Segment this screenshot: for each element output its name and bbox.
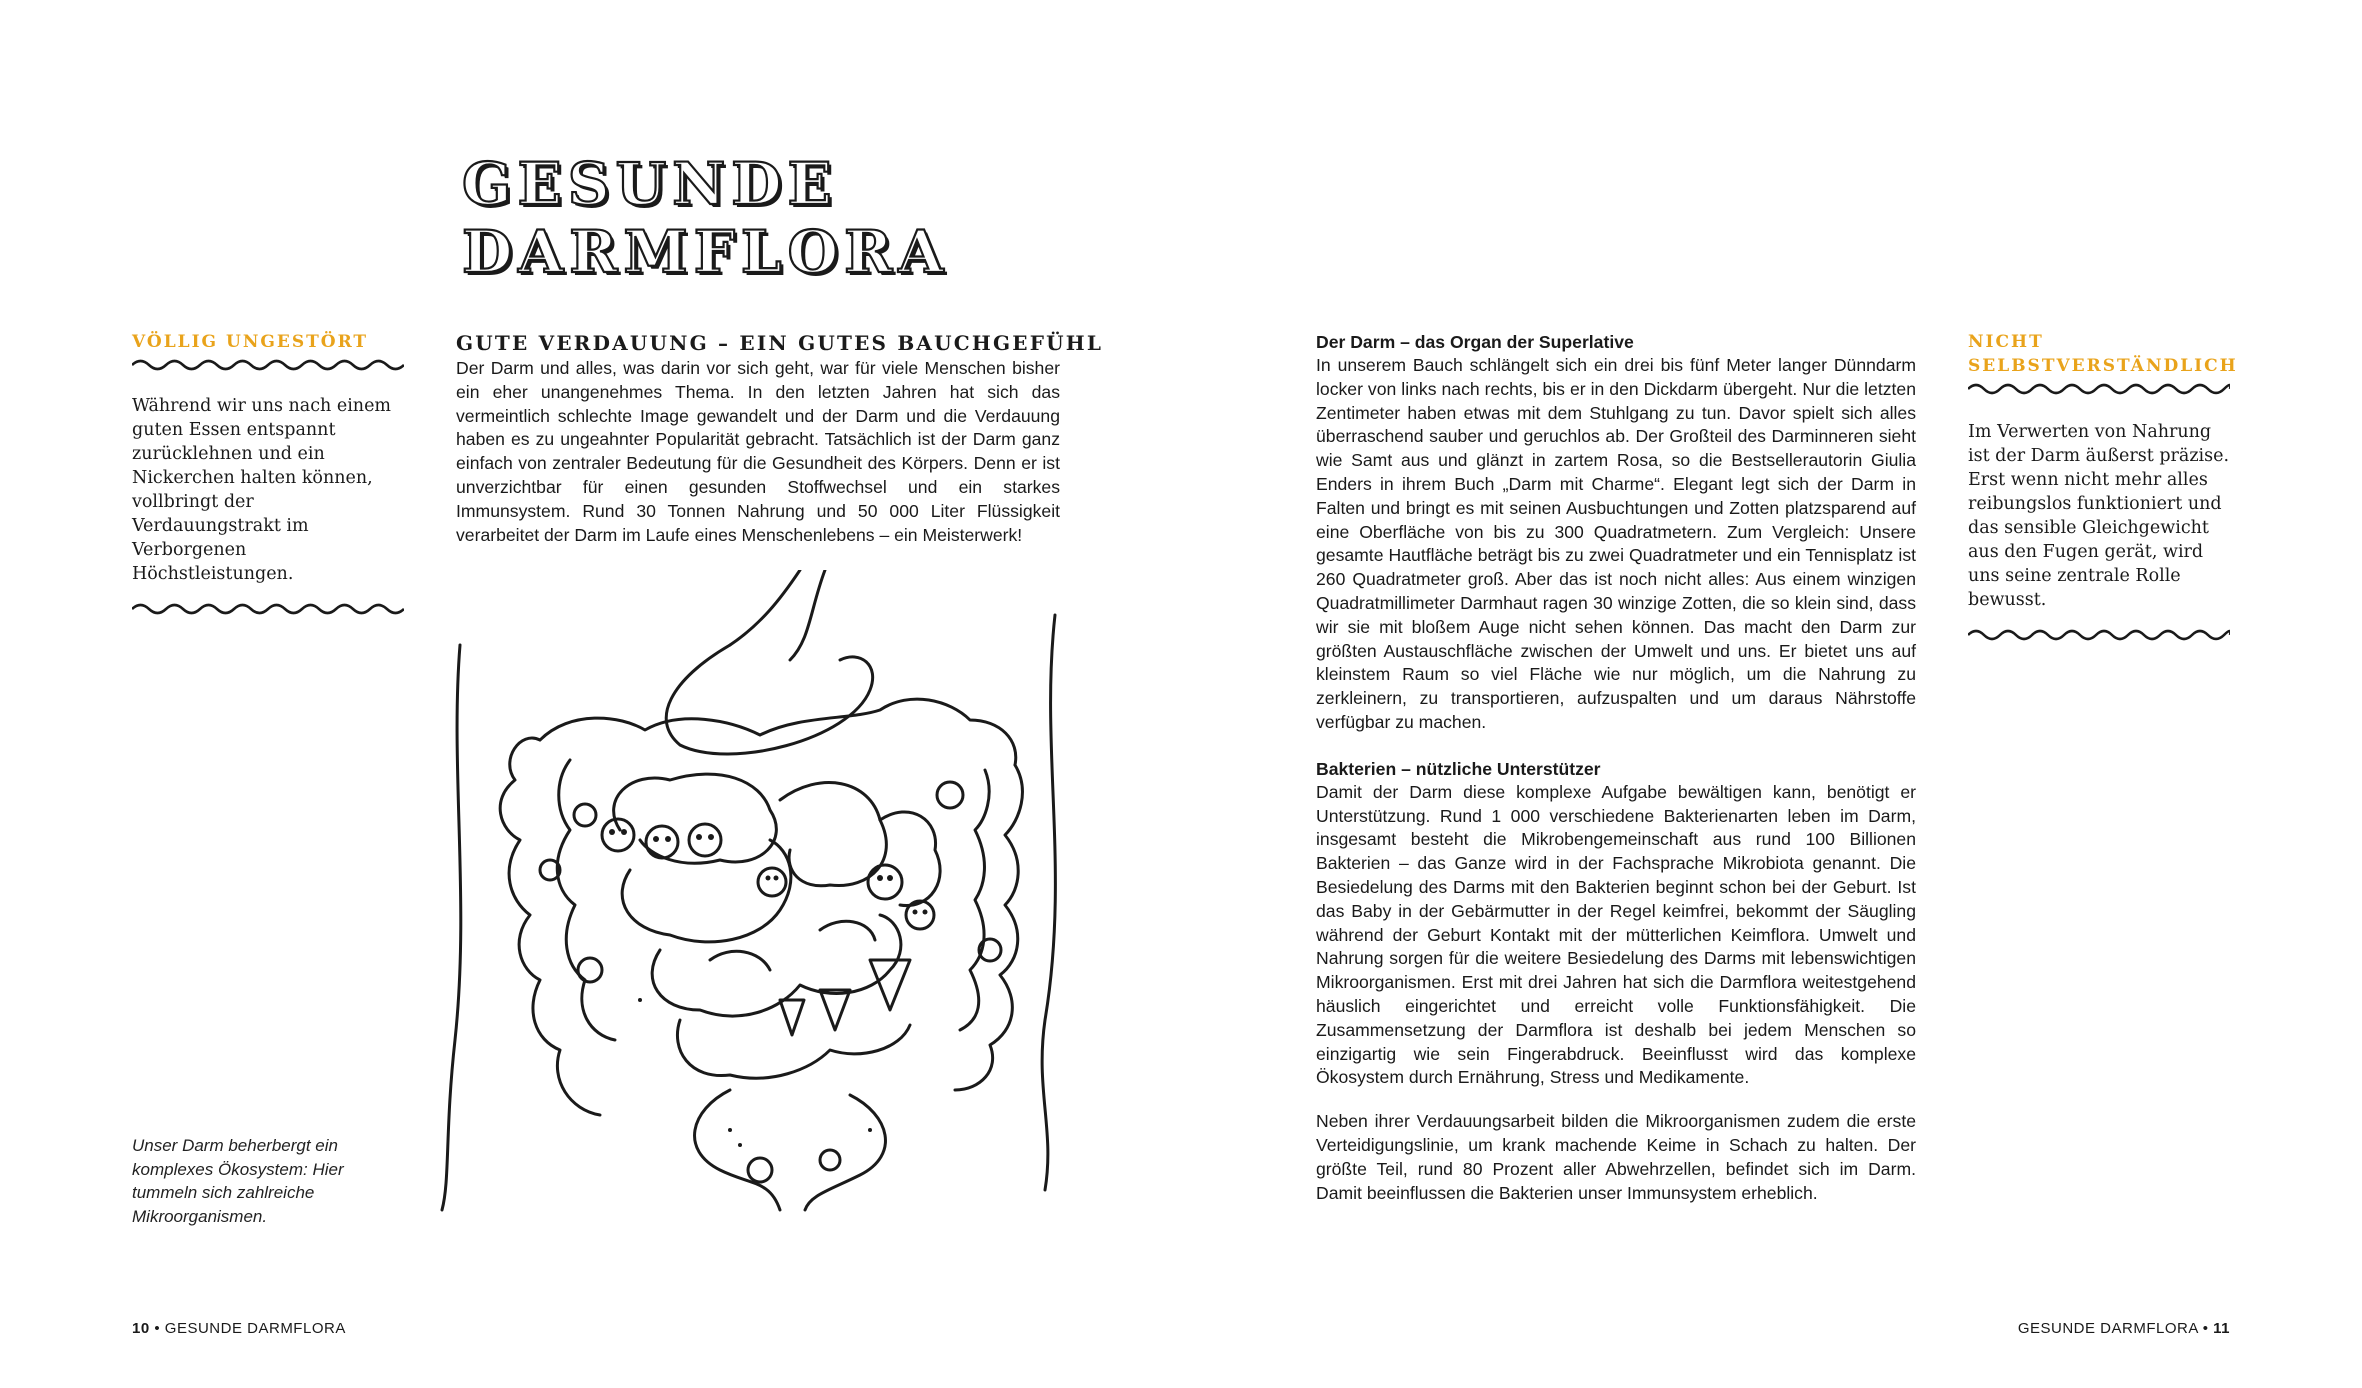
- page-title: [462, 150, 1062, 286]
- page-number-left: 10: [132, 1320, 150, 1337]
- footer-right-title: GESUNDE DARMFLORA: [2017, 1320, 2199, 1337]
- section1-heading: Der Darm – das Organ der Superlative: [1316, 332, 1634, 352]
- intestine-illustration: [430, 570, 1070, 1215]
- sidebar-left-heading: VÖLLIG UNGESTÖRT: [132, 332, 369, 352]
- footer-left-separator: •: [154, 1320, 161, 1337]
- footer-left-title: GESUNDE DARMFLORA: [164, 1320, 346, 1337]
- wave-divider-top-left: [132, 354, 404, 376]
- wave-divider-bottom-left: [132, 598, 404, 620]
- main-right-column: [1316, 330, 1916, 1205]
- sidebar-right-heading-line2: SELBSTVERSTÄNDLICH: [1968, 356, 2238, 376]
- section1-text: In unserem Bauch schlängelt sich ein drei bis fünf Meter langer Dünndarm locker von links nach rechts, bis er in den Dickdarm übergeht. Nur die letzten Zentimeter haben etwas mit dem Stuhlgang zu tun. Davor spielt sich alles überraschend sauber und geruchlos ab. Der Großteil des Darminneren sieht wie Samt aus und glänzt in zartem Rosa, so die Bestsellerautorin Giulia Enders in ihrem Buch „Darm mit Charme“. Elegant legt sich der Darm in Falten und bringt es mit seinen Ausbuchtungen und Zotten platzsparend auf eine Oberfläche von bis zu 300 Quadratmetern. Zum Vergleich: Unsere gesamte Hautfläche beträgt bis zu zwei Quadratmeter und ein Tennisplatz ist 260 Quadratmeter groß. Aber das ist noch nicht alles: Aus einem winzigen Quadratmillimeter Darmhaut ragen 30 winzige Zotten, die so klein sind, dass wir sie mit bloßem Auge nicht sehen können. Das macht den Darm zur größten Austauschfläche zwischen der Umwelt und uns. Er bietet uns auf kleinstem Raum so viel Fläche wie nur möglich, um die Nahrung zu zerkleinern, zu transportieren, aufzuspalten und um daraus Nährstoffe verfügbar zu machen.: [1316, 355, 1916, 732]
- sidebar-right-heading-line1: NICHT: [1968, 332, 2044, 352]
- intro-paragraph: Der Darm und alles, was darin vor sich geht, war für viele Menschen bisher ein eher unangenehmes Thema. In den letzten Jahren hat sich das vermeintlich schlechte Image gewandelt und der Darm und die Verdauung haben es zu ungeahnter Popularität gebracht. Tatsächlich ist der Darm ganz einfach von zentraler Bedeutung für die Gesundheit des Körpers. Denn er ist unverzichtbar für einen gesunden Stoffwechsel und ein starkes Immunsystem. Rund 30 Tonnen Nahrung und 50 000 Liter Flüssigkeit verarbeitet der Darm im Laufe eines Menschenlebens – ein Meisterwerk!: [456, 358, 1060, 545]
- section2-text1: Damit der Darm diese komplexe Aufgabe bewältigen kann, benötigt er Unterstützung. Rund 1 000 verschiedene Bakterienarten leben im Darm, insgesamt besteht die Mikrobengemeinschaft aus rund 100 Billionen Bakterien – das Ganze wird in der Fachsprache Mikrobiota genannt. Die Besiedelung des Darms mit den Bakterien beginnt schon bei der Geburt. Ist das Baby in der Gebärmutter in der Regel keimfrei, bekommt der Säugling während der Geburt Kontakt mit der mütterlichen Keimflora. Umwelt und Nahrung sorgen für die weitere Besiedelung des Darms mit lebenswichtigen Mikroorganismen. Erst mit drei Jahren hat sich die Darmflora weitestgehend häuslich eingerichtet und erreicht volle Funktionsfähigkeit. Die Zusammensetzung der Darmflora ist deshalb bei jedem Menschen so einzigartig wie sein Fingerabdruck. Beeinflusst wird das komplexe Ökosystem durch Ernährung, Stress und Medikamente.: [1316, 781, 1916, 1088]
- footer-left: [132, 1320, 346, 1337]
- page-number-right: 11: [2213, 1320, 2230, 1337]
- section2-heading: Bakterien – nützliche Unterstützer: [1316, 758, 1601, 779]
- illustration-caption: Unser Darm beherbergt ein komplexes Ökosystem: Hier tummeln sich zahlreiche Mikroorganismen.: [132, 1136, 344, 1226]
- footer-right-separator: •: [2202, 1320, 2209, 1337]
- page-title-line1: GESUNDE: [462, 150, 838, 218]
- section-heading: GUTE VERDAUUNG – EIN GUTES BAUCHGEFÜHL: [456, 331, 1104, 355]
- page-title-line2: DARMFLORA: [462, 218, 950, 286]
- sidebar-left-text: Während wir uns nach einem guten Essen entspannt zurücklehnen und ein Nickerchen halten können, vollbringt der Verdauungstrakt im Verborgenen Höchstleistungen.: [132, 396, 392, 584]
- footer-right: [2018, 1320, 2230, 1337]
- wave-divider-bottom-right: [1968, 624, 2230, 646]
- sidebar-right: [1968, 330, 2238, 646]
- section2-text2: Neben ihrer Verdauungsarbeit bilden die Mikroorganismen zudem die erste Verteidigungslinie, um krank machende Keime in Schach zu halten. Der größte Teil, rund 80 Prozent aller Abwehrzellen, befindet sich im Darm. Damit beeinflussen die Bakterien unser Immunsystem erheblich.: [1316, 1111, 1916, 1203]
- sidebar-left: [132, 330, 404, 620]
- sidebar-right-text: Im Verwerten von Nahrung ist der Darm äußerst präzise. Erst wenn nicht mehr alles reibungslos funktioniert und das sensible Gleichgewicht aus den Fugen gerät, wird uns seine zentrale Rolle bewusst.: [1968, 422, 2230, 610]
- wave-divider-top-right: [1968, 378, 2230, 400]
